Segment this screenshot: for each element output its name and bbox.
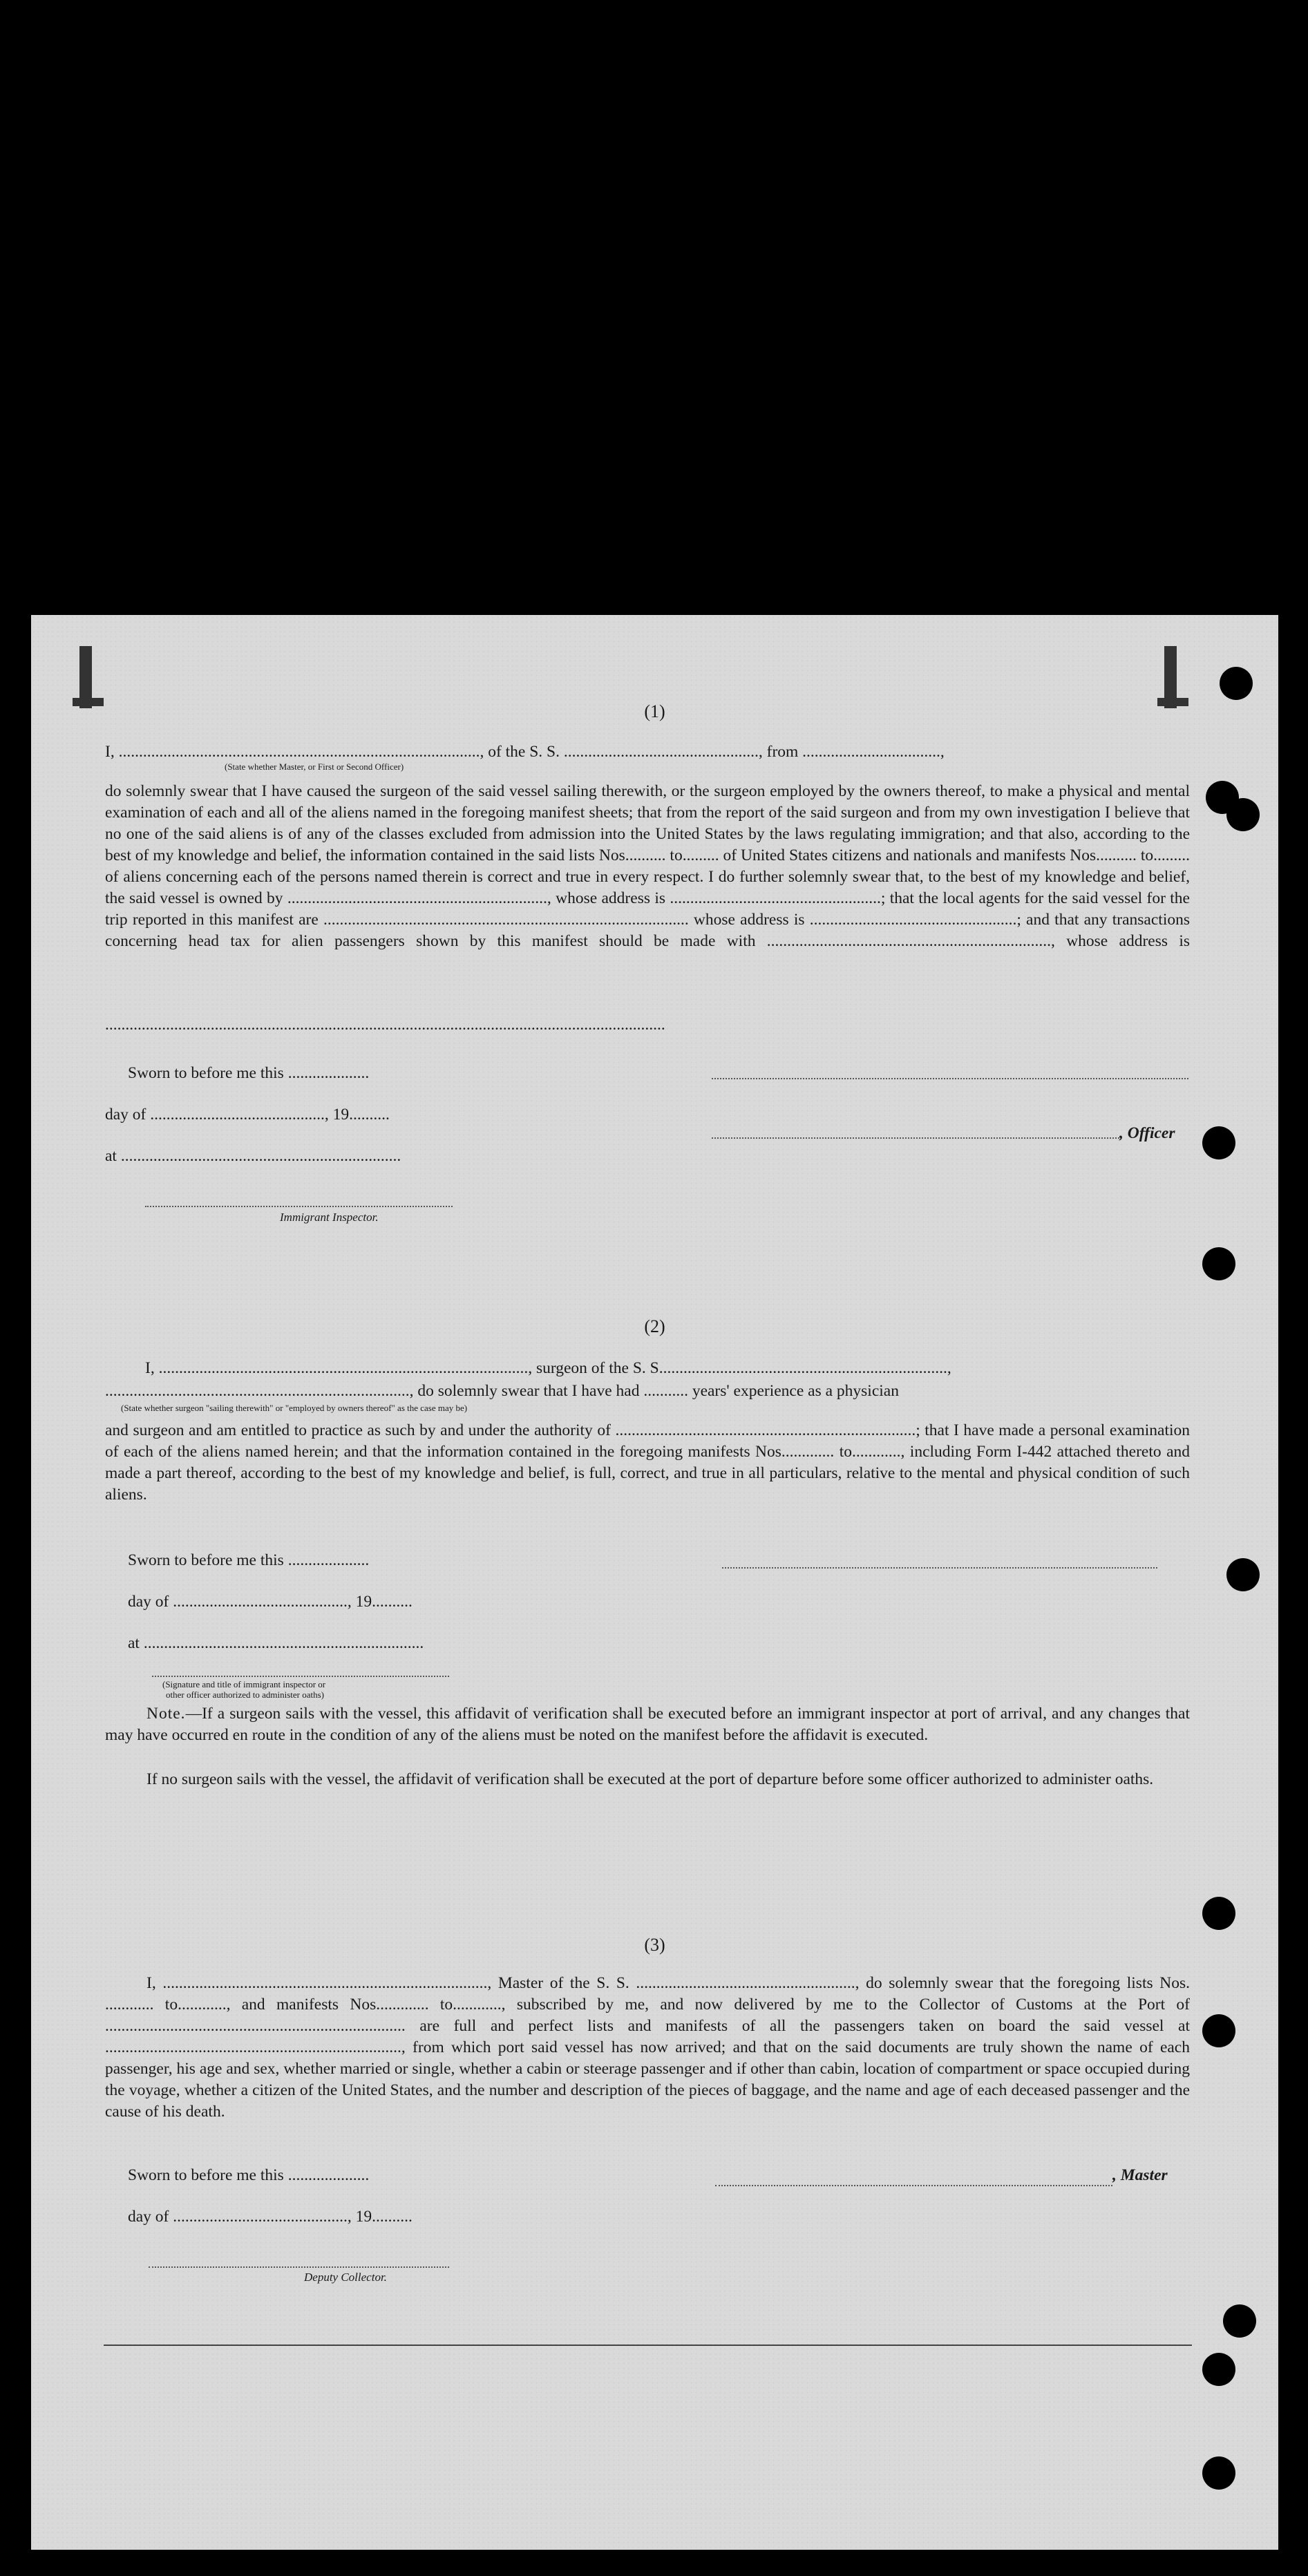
punch-hole: [1202, 2353, 1235, 2386]
section-1-tail-line: ..........................................................................................................................................: [105, 1016, 665, 1034]
note-text: —If a surgeon sails with the vessel, this affidavit of verification shall be executed before an immigrant inspector at port of arrival, and any changes that may have occurred en route in the condition of any of the aliens must be noted on the manifest before the affidavit is executed.: [105, 1705, 1190, 1744]
section-1-sworn: Sworn to before me this ....................: [128, 1064, 370, 1082]
punch-hole: [1202, 2456, 1235, 2490]
officer-label: , Officer: [1119, 1124, 1175, 1142]
punch-hole: [1202, 2014, 1235, 2047]
section-2-sig-note-2: other officer authorized to administer oaths): [166, 1689, 324, 1700]
punch-hole: [1226, 798, 1260, 831]
section-2-note: [105, 1703, 1190, 1746]
section-2-sworn: Sworn to before me this ....................: [128, 1551, 370, 1569]
section-2-opening: I, ..........................................................................................., surgeon of the S. S.......................................................................,: [145, 1359, 951, 1377]
section-3-number: (3): [644, 1935, 665, 1955]
section-1-opening: I, ........................................................................................., of the S. S. ................................................, from ..................................,: [105, 743, 945, 761]
form-page: [31, 615, 1278, 2550]
section-3-body: I, ................................................................................, Master of the S. S. ......................................................, do solemnly swear that the foregoing lists Nos. ............ to............, and manifests Nos............. to............, subscribed by me, and now delivered by me to the Collector of Customs at the Port of .......................................................................... are full and perfect lists and manifests of all the passengers taken on board the said vessel at ........................................................................., from which port said vessel has now arrived; and that on the said documents are truly shown the name of each passenger, his age and sex, whether married or single, whether a cabin or steerage passenger and if other than cabin, location of compartment or space occupied during the voyage, whether a citizen of the United States, and the number and description of the pieces of baggage, and the name and age of each deceased passenger and the cause of his death.: [105, 1974, 1190, 2121]
section-3-sworn: Sworn to before me this ....................: [128, 2166, 370, 2184]
section-2-number: (2): [644, 1316, 665, 1336]
section-2-note-2: If no surgeon sails with the vessel, the affidavit of verification shall be executed at the port of departure before some officer authorized to administer oaths.: [146, 1770, 1154, 1788]
section-2-line2: ..........................................................................., do solemnly swear that I have had ........... years' experience as a physician: [105, 1382, 899, 1400]
bottom-divider: [104, 2345, 1192, 2346]
section-2-day: day of ..........................................., 19..........: [128, 1593, 413, 1611]
master-signature-line: [715, 2185, 1112, 2186]
inspector-signature-line: [145, 1206, 453, 1207]
inspector-label: Immigrant Inspector.: [280, 1211, 379, 1224]
punch-hole: [1202, 1126, 1235, 1159]
section-1-body: do solemnly swear that I have caused the surgeon of the said vessel sailing therewith, or the surgeon employed by the owners thereof, to make a physical and mental examination of each and all of the aliens named in the foregoing manifest sheets; that from the report of the said surgeon and from my own investigation I believe that no one of the said aliens is of any of the classes excluded from admission into the United States by the laws regulating immigration; and that also, according to the best of my knowledge and belief, the information contained in the said lists Nos.......... to......... of United States citizens and nationals and manifests Nos.......... to......... of aliens concerning each of the persons named therein is correct and true in every respect. I do further solemnly swear that, to the best of my knowledge and belief, the said vessel is owned by ................................................................, whose address is ....................................................; that the local agents for the said vessel for the trip reported in this manifest are .......................................................................................... whose address is ...................................................; and that any transactions concerning head tax for alien passengers shown by this manifest should be made with ......................................................................, whose address is: [105, 782, 1190, 950]
section-2-body: and surgeon and am entitled to practice as such by and under the authority of ..........................................................................; that I have made a personal examination of each of the aliens named herein; and that the information contained in the foregoing manifests Nos............. to............, including Form I-442 attached thereto and made a part thereof, according to the best of my knowledge and belief, is full, correct, and true in all particulars, relative to the mental and physical condition of such aliens.: [105, 1421, 1190, 1504]
section-2-sig-note-1: (Signature and title of immigrant inspector or: [162, 1679, 326, 1689]
officer-signature-line: [712, 1078, 1188, 1079]
surgeon-signature-line: [722, 1567, 1157, 1569]
punch-hole: [1202, 1247, 1235, 1280]
section-2-sub-note: (State whether surgeon "sailing therewith" or "employed by owners thereof" as the case may be): [121, 1403, 468, 1413]
section-1-at: at .....................................................................: [105, 1147, 401, 1165]
section-1-sub-note: (State whether Master, or First or Second Officer): [225, 761, 404, 772]
section-2-inspector-line: [152, 1676, 449, 1677]
punch-hole: [1202, 1897, 1235, 1930]
collector-signature-line: [149, 2266, 449, 2268]
officer-title-line: [712, 1137, 1119, 1139]
punch-hole: [1220, 667, 1253, 700]
master-label: , Master: [1112, 2166, 1168, 2184]
punch-hole: [1226, 1558, 1260, 1591]
section-1-number: (1): [644, 701, 665, 721]
collector-label: Deputy Collector.: [304, 2271, 387, 2284]
section-2-at: at .....................................................................: [128, 1634, 424, 1652]
note-label: Note.: [146, 1705, 186, 1723]
section-3-day: day of ..........................................., 19..........: [128, 2208, 413, 2226]
punch-hole: [1223, 2304, 1256, 2338]
section-1-day: day of ..........................................., 19..........: [105, 1106, 390, 1124]
